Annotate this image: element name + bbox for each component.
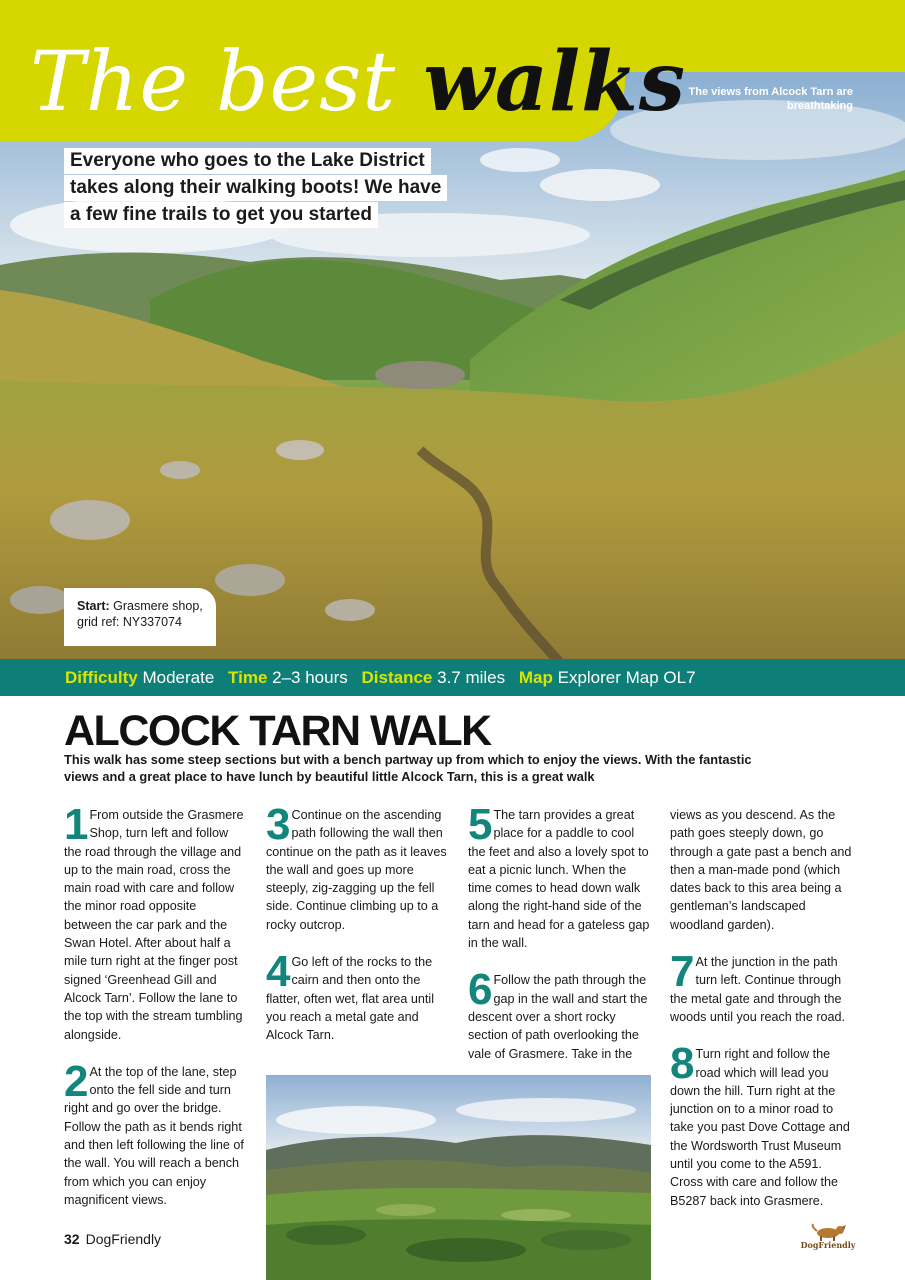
intro-line: Everyone who goes to the Lake District xyxy=(64,148,431,174)
step-5 xyxy=(468,800,650,952)
column-4 xyxy=(670,806,852,1229)
title-light: The best xyxy=(30,35,397,130)
page-folio xyxy=(64,1230,161,1248)
grasmere-vale-photo xyxy=(266,1075,651,1280)
column-3 xyxy=(468,800,650,1082)
step-number: 3 xyxy=(266,800,291,849)
step-3 xyxy=(266,800,448,934)
article-standfirst: This walk has some steep sections but with a bench partway up from which to enjoy the views. With the fantastic views and a great place to have lunch by beautiful little Alcock Tarn, this is a great walk xyxy=(64,752,752,784)
step-text: Go left of the rocks to the cairn and then onto the flatter, often wet, flat area until you reach a metal gate and Alcock Tarn. xyxy=(266,955,435,1043)
intro-text xyxy=(64,148,494,229)
step-8 xyxy=(670,1039,852,1210)
step-text: Follow the path through the gap in the wall and start the descent over a short rocky section of path overlooking the vale of Grasmere. Take in the xyxy=(468,973,648,1061)
time-value: 2–3 hours xyxy=(272,668,348,687)
step-number: 5 xyxy=(468,800,493,849)
distance-label: Distance xyxy=(361,668,433,687)
vale-illustration xyxy=(266,1075,651,1280)
article-headline: ALCOCK TARN WALK xyxy=(64,707,491,755)
intro-line: takes along their walking boots! We have xyxy=(64,175,447,201)
page-title xyxy=(30,22,686,142)
step-7 xyxy=(670,947,852,1026)
step-text: From outside the Grasmere Shop, turn left and follow the road through the village and up to the main road, cross the main road with care and follow the minor road opposite between the car park and the Swan Hotel. After about half a mile turn right at the finger post signed ‘Greenhead Gill and Alcock Tarn’. Follow the lane to the top with the stream tumbling alongside. xyxy=(64,808,244,1042)
step-number: 8 xyxy=(670,1039,695,1089)
distance-value: 3.7 miles xyxy=(437,668,506,687)
step-number: 1 xyxy=(64,800,89,849)
walk-info-bar xyxy=(0,659,905,696)
intro-line: a few fine trails to get you started xyxy=(64,202,378,228)
step-text: Turn right and follow the road which will lead you down the hill. Turn right at the junction on to a minor road to take you past Dove Cottage and the Wordsworth Trust Museum until you come to the A591. Cross with care and follow the B5287 back into Grasmere. xyxy=(670,1047,850,1208)
step-6-continued xyxy=(670,806,852,934)
difficulty-value: Moderate xyxy=(142,668,215,687)
logo-text: DogFriendly xyxy=(800,1240,856,1250)
step-text: At the top of the lane, step onto the fell side and turn right and go over the bridge. Follow the path as it bends right and then left following the line of the wall. You will reach a bench from which you can enjoy magnificent views. xyxy=(64,1064,244,1207)
magazine-name: DogFriendly xyxy=(85,1231,162,1247)
dogfriendly-logo xyxy=(800,1222,856,1252)
step-4 xyxy=(266,947,448,1044)
step-text: At the junction in the path turn left. Continue through the metal gate and through the woods until you reach the road. xyxy=(670,955,846,1024)
title-dark: walks xyxy=(423,34,687,130)
step-number: 7 xyxy=(670,947,695,997)
time-label: Time xyxy=(228,668,268,687)
step-number: 6 xyxy=(468,965,493,1015)
start-box xyxy=(64,588,216,646)
column-2 xyxy=(266,800,448,1064)
step-number: 4 xyxy=(266,947,291,997)
step-text: Continue on the ascending path following the wall then continue on the path as it leaves the wall and goes up more steeply, zig-zagging up the fell side. Continue climbing up to a rocky outcrop. xyxy=(266,808,447,932)
step-2 xyxy=(64,1056,246,1209)
page-number: 32 xyxy=(64,1231,80,1247)
column-1 xyxy=(64,800,246,1228)
step-1 xyxy=(64,800,246,1044)
step-text: The tarn provides a great place for a paddle to cool the feet and also a lovely spot to eat a picnic lunch. When the time comes to head down walk along the right-hand side of the tarn and head for a gateless gap in the wall. xyxy=(468,808,650,951)
photo-caption: The views from Alcock Tarn are breathtaking xyxy=(688,86,853,112)
dog-icon xyxy=(800,1222,856,1242)
map-label: Map xyxy=(518,668,553,687)
step-6 xyxy=(468,965,650,1062)
step-number: 2 xyxy=(64,1056,89,1106)
start-text: Grasmere shop, grid ref: NY337074 xyxy=(77,599,203,629)
difficulty-label: Difficulty xyxy=(65,668,138,687)
start-label: Start: xyxy=(77,599,110,613)
step-text: views as you descend. As the path goes steeply down, go through a gate past a bench and then a man-made pond (which dates back to this area being a gentleman’s landscaped woodland garden). xyxy=(670,808,852,932)
map-value: Explorer Map OL7 xyxy=(557,668,696,687)
